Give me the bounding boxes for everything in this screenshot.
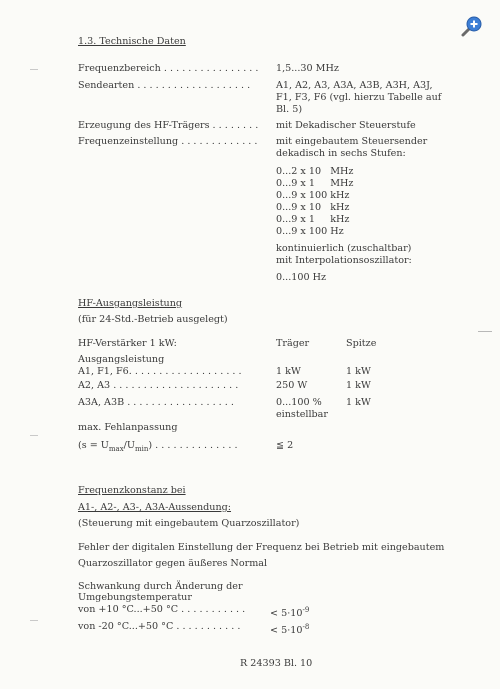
table-row-traeger: 0...100 % [276, 397, 322, 408]
schwankung-line2: Umgebungstemperatur [78, 592, 192, 603]
table-row-traeger-note: einstellbar [276, 409, 328, 420]
hf-power-subtitle: (für 24-Std.-Betrieb ausgelegt) [78, 314, 228, 325]
margin-mark [478, 331, 492, 332]
table-row-label: A1, F1, F6. . . . . . . . . . . . . . . . . . . [78, 366, 242, 377]
kontinuierlich-value: 0...100 Hz [276, 272, 327, 283]
margin-mark [30, 69, 38, 70]
range2-label: von -20 °C...+50 °C . . . . . . . . . . . [78, 621, 241, 632]
decade-step: 0...2 x 10 MHz [276, 166, 354, 177]
freq-range-label: Frequenzbereich . . . . . . . . . . . . . . . . [78, 63, 259, 74]
col-spitze-header: Spitze [346, 338, 377, 349]
decade-step: 0...9 x 10 kHz [276, 202, 350, 213]
section-title: 1.3. Technische Daten [78, 36, 186, 47]
konstanz-note: (Steuerung mit eingebautem Quarzoszillator) [78, 518, 300, 529]
zoom-in-icon[interactable] [460, 14, 484, 38]
hf-power-title: HF-Ausgangsleistung [78, 298, 183, 309]
range1-label: von +10 °C...+50 °C . . . . . . . . . . . [78, 604, 246, 615]
freq-einstellung-line2: dekadisch in sechs Stufen: [276, 148, 406, 159]
decade-step: 0...9 x 100 kHz [276, 190, 350, 201]
table-row-label: A2, A3 . . . . . . . . . . . . . . . . . . . . . [78, 380, 239, 391]
vswr-value: ≦ 2 [276, 440, 294, 451]
table-row-spitze: 1 kW [346, 397, 371, 408]
sendearten-line2: F1, F3, F6 (vgl. hierzu Tabelle auf [276, 92, 442, 103]
freq-range-value: 1,5...30 MHz [276, 63, 339, 74]
page-footer: R 24393 Bl. 10 [240, 658, 313, 669]
table-row-spitze: 1 kW [346, 380, 371, 391]
konstanz-title: Frequenzkonstanz bei [78, 485, 186, 496]
fehlanpassung-label: max. Fehlanpassung [78, 422, 178, 433]
range1-value: < $5\cdot 10^{-9}$ [270, 606, 310, 620]
decade-step: 0...9 x 100 Hz [276, 226, 344, 237]
schwankung-line1: Schwankung durch Änderung der [78, 581, 243, 592]
decade-step: 0...9 x 1 kHz [276, 214, 350, 225]
freq-einstellung-label: Frequenzeinstellung . . . . . . . . . . . . . [78, 136, 258, 147]
konstanz-subtitle: A1-, A2-, A3-, A3A-Aussendung: [78, 502, 232, 513]
sendearten-label: Sendearten . . . . . . . . . . . . . . . . . . . [78, 80, 251, 91]
erzeugung-label: Erzeugung des HF-Trägers . . . . . . . . [78, 120, 259, 131]
amp-label: HF-Verstärker 1 kW: [78, 338, 177, 349]
erzeugung-value: mit Dekadischer Steuerstufe [276, 120, 416, 131]
table-row-label: A3A, A3B . . . . . . . . . . . . . . . . . . [78, 397, 234, 408]
margin-mark [30, 620, 38, 621]
range2-value: < $5\cdot 10^{-8}$ [270, 623, 310, 637]
sendearten-line3: Bl. 5) [276, 104, 303, 115]
kontinuierlich-line1: kontinuierlich (zuschaltbar) [276, 243, 412, 254]
table-row-traeger: 250 W [276, 380, 308, 391]
ausgang-label: Ausgangsleistung [78, 354, 165, 365]
decade-step: 0...9 x 1 MHz [276, 178, 354, 189]
fehler-line1: Fehler der digitalen Einstellung der Frequenz bei Betrieb mit eingebautem [78, 542, 445, 553]
sendearten-line1: A1, A2, A3, A3A, A3B, A3H, A3J, [276, 80, 433, 91]
table-row-traeger: 1 kW [276, 366, 301, 377]
freq-einstellung-line1: mit eingebautem Steuersender [276, 136, 428, 147]
kontinuierlich-line2: mit Interpolationsoszillator: [276, 255, 412, 266]
table-row-spitze: 1 kW [346, 366, 371, 377]
margin-mark [30, 435, 38, 436]
fehler-line2: Quarzoszillator gegen äußeres Normal [78, 558, 268, 569]
col-traeger-header: Träger [276, 338, 310, 349]
vswr-formula: $(s = U_{max}/U_{min})$ . . . . . . . . . . . . . . [78, 440, 238, 453]
